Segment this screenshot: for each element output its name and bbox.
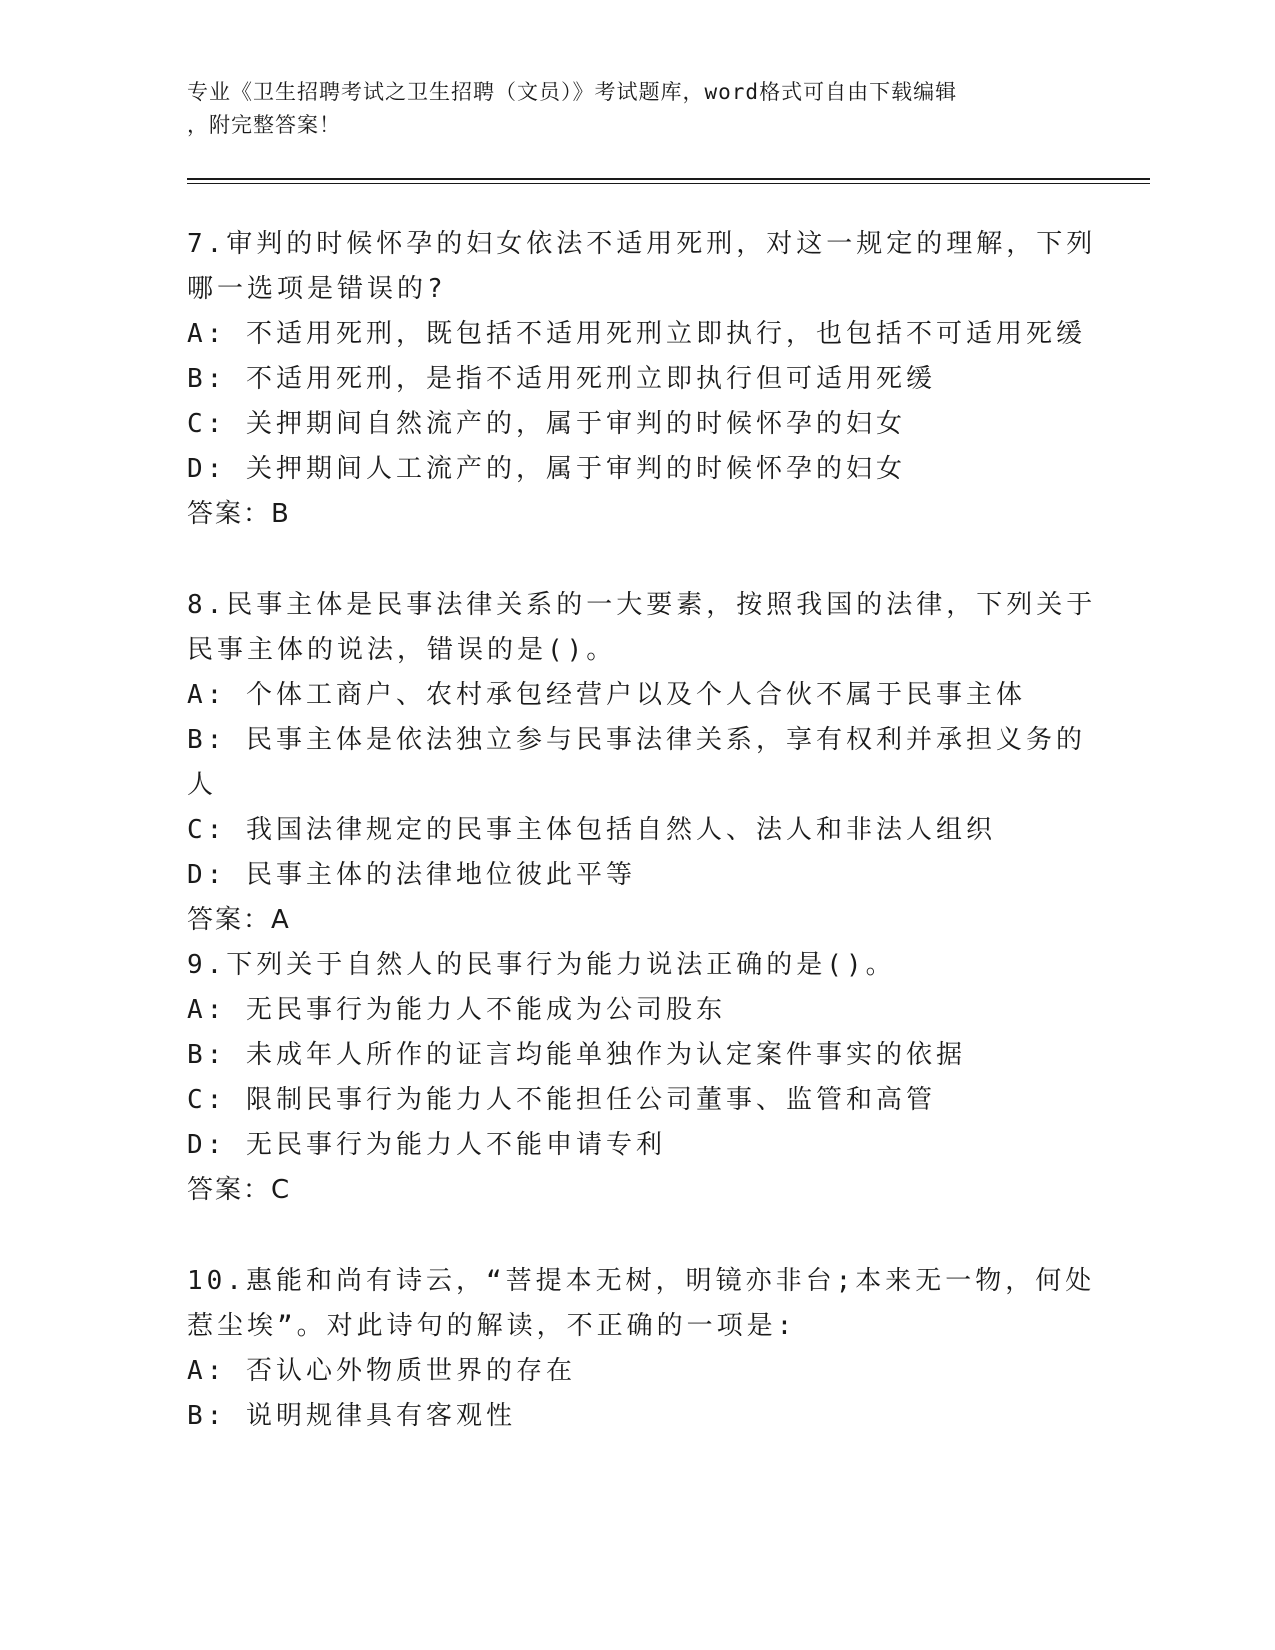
option-a: A: 个体工商户、农村承包经营户以及个人合伙不属于民事主体 [187, 680, 1026, 710]
option-c: C: 限制民事行为能力人不能担任公司董事、监管和高管 [187, 1085, 936, 1115]
option-a: A: 无民事行为能力人不能成为公司股东 [187, 995, 726, 1025]
question-stem-line-1: 8.民事主体是民事法律关系的一大要素，按照我国的法律，下列关于 [187, 590, 1097, 620]
option-b: B: 说明规律具有客观性 [187, 1401, 516, 1431]
option-b: B: 未成年人所作的证言均能单独作为认定案件事实的依据 [187, 1040, 966, 1070]
option-c: C: 我国法律规定的民事主体包括自然人、法人和非法人组织 [187, 815, 996, 845]
question-9 [187, 943, 1107, 1213]
option-b: B: 民事主体是依法独立参与民事法律关系，享有权利并承担义务的人 [187, 725, 1086, 800]
question-stem-line-1: 10.惠能和尚有诗云，“菩提本无树，明镜亦非台;本来无一物，何处 [187, 1266, 1096, 1296]
document-header [187, 76, 1067, 142]
header-line-1: 专业《卫生招聘考试之卫生招聘（文员）》考试题库，word格式可自由下载编辑 [187, 80, 958, 104]
option-d: D: 关押期间人工流产的，属于审判的时候怀孕的妇女 [187, 454, 906, 484]
option-a: A: 否认心外物质世界的存在 [187, 1356, 576, 1386]
option-a: A: 不适用死刑，既包括不适用死刑立即执行，也包括不可适用死缓 [187, 319, 1086, 349]
question-stem-line-2: 哪一选项是错误的? [187, 274, 447, 304]
question-8 [187, 583, 1107, 943]
header-divider-thin [187, 183, 1150, 184]
option-d: D: 无民事行为能力人不能申请专利 [187, 1130, 666, 1160]
question-stem-line-1: 9.下列关于自然人的民事行为能力说法正确的是()。 [187, 950, 896, 980]
option-d: D: 民事主体的法律地位彼此平等 [187, 860, 636, 890]
option-b: B: 不适用死刑，是指不适用死刑立即执行但可适用死缓 [187, 364, 936, 394]
option-c: C: 关押期间自然流产的，属于审判的时候怀孕的妇女 [187, 409, 906, 439]
question-stem-line-2: 惹尘埃”。对此诗句的解读，不正确的一项是: [187, 1311, 797, 1341]
question-7 [187, 222, 1107, 537]
answer-label: 答案：A [187, 905, 291, 935]
answer-label: 答案：C [187, 1175, 292, 1205]
question-10 [187, 1259, 1107, 1439]
answer-label: 答案：B [187, 499, 291, 529]
header-divider-thick [187, 178, 1150, 180]
question-stem-line-2: 民事主体的说法，错误的是()。 [187, 635, 617, 665]
header-line-2: ，附完整答案！ [187, 113, 341, 137]
question-stem-line-1: 7.审判的时候怀孕的妇女依法不适用死刑，对这一规定的理解，下列 [187, 229, 1097, 259]
